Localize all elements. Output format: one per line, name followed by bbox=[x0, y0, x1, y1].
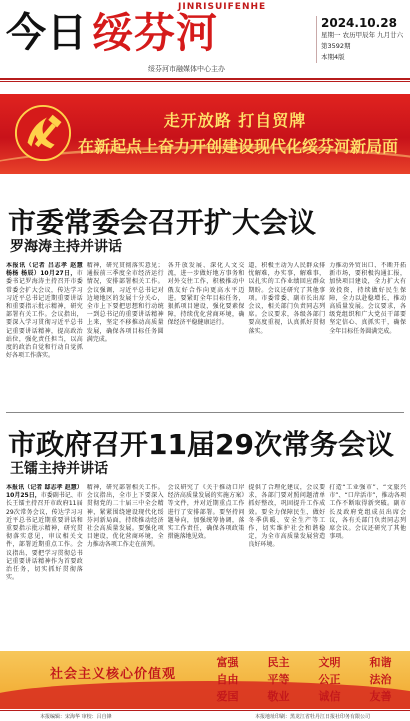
masthead-rule bbox=[0, 78, 410, 80]
value-item: 公正 bbox=[318, 673, 341, 686]
article1-col4: 道，积极主动为人民群众排忧解难，办实事，解难事，以扎实的工作业绩回应群众期盼。会议还研究了其他事项。市委常委、副市长出席会议，相关部门负责同志列席。会议要求，各级各部门要高度重视，认真抓好贯彻落实。 bbox=[248, 262, 326, 335]
value-item: 民主 bbox=[267, 656, 290, 669]
article1-headline[interactable]: 市委常委会召开扩大会议 bbox=[8, 206, 317, 239]
article2-col1 bbox=[6, 484, 83, 644]
footer-printer: 本报地址印刷：黑龙江省牡丹江日报社印务有限公司 bbox=[254, 713, 370, 720]
article1-col1 bbox=[6, 262, 83, 404]
article1-col2: 精神，研究贯彻落实意见；通报前三季度全市经济运行情况，安排部署相关工作。会议强调，习近平总书记对边境地区的发展十分关心，全市上下要把思想和行动统一到总书记的重要讲话精神上来，坚定不移推动高质量发展，确保各项目标任务圆满完成。 bbox=[86, 262, 164, 343]
value-item: 富强 bbox=[216, 656, 239, 669]
value-item: 平等 bbox=[267, 673, 290, 686]
article2-col3: 会议研究了《关于推动口岸经济高质量发展的实施方案》等文件，并对近期重点工作进行了安排部署。要坚持问题导向，加强统筹协调，落实工作责任，确保各项政策措施落地见效。 bbox=[167, 484, 245, 541]
banner-slogan-1: 走开放路 打自贸牌 bbox=[163, 111, 307, 130]
article2-col1-text: 市委副书记、市长王镭主持召开市政府11届29次常务会议，传达学习习近平总书记近期重要讲话和重要指示批示精神，研究贯彻落实意见，审议相关文件，部署近期重点工作。会议指出，要把学习贯彻总书记重要讲话精神作为首要政治任务，切实抓好贯彻落实。 bbox=[6, 492, 83, 582]
article1-lead: 本报讯（记者 吕志孝 赵慧 杨杨 杨辰）10月27日， bbox=[6, 262, 83, 278]
value-item: 友善 bbox=[369, 690, 392, 703]
value-item: 法治 bbox=[369, 673, 392, 686]
sponsor-line: 绥芬河市融媒体中心主办 bbox=[148, 65, 225, 73]
footer-editors: 本报编辑：宋海华 审校：吕自锋 bbox=[40, 713, 112, 720]
title-prefix: 今日 bbox=[6, 10, 88, 56]
value-item: 自由 bbox=[216, 673, 239, 686]
core-values-title: 社会主义核心价值观 bbox=[50, 667, 177, 682]
value-item: 敬业 bbox=[267, 690, 290, 703]
article2-lead: 本报讯（记者 邸志孝 赵慧）10月25日， bbox=[6, 484, 83, 500]
banner-slogan-2: 在新起点上奋力开创建设现代化绥芬河新局面 bbox=[77, 137, 398, 156]
issue-info bbox=[316, 16, 408, 63]
newspaper-title bbox=[6, 4, 218, 62]
masthead-pinyin: JINRISUIFENHE bbox=[178, 2, 267, 12]
article1-body bbox=[6, 262, 406, 404]
masthead bbox=[0, 0, 410, 78]
article-divider bbox=[6, 412, 404, 413]
article1-col3: 各开放发展、深化人文交流，进一步做好地方事务和对外交往工作，积极推动中俄友好合作向更高水平迈进。要紧盯全年目标任务，狠抓项目建设，强化要素保障，持续优化营商环境，确保经济平稳健康运行。 bbox=[167, 262, 245, 327]
article1-col5: 力推动外贸出口、不断开拓新市场，要积极沟通汇报，加快项目建设，全力扩大有效投资，持续做好民生保障，全力以赴稳增长，推动高质量发展。会议要求，各级党组织和广大党员干部要坚定信心、真抓实干，确保全年目标任务圆满完成。 bbox=[329, 262, 406, 335]
title-city: 绥芬河 bbox=[92, 8, 218, 57]
issue-date: 2024.10.28 bbox=[321, 16, 397, 30]
page-count: 本期4版 bbox=[321, 53, 345, 61]
core-values-grid bbox=[202, 655, 406, 705]
value-item: 爱国 bbox=[216, 690, 239, 703]
article2-subhead: 王镭主持并讲话 bbox=[10, 461, 108, 477]
slogan-banner bbox=[0, 94, 410, 174]
article2-headline[interactable]: 市政府召开11届29次常务会议 bbox=[8, 428, 394, 461]
article1-col1-text: 市委书记罗海涛主持召开市委常委会扩大会议，传达学习习近平总书记近期重要讲话和重要指示批示精神，研究部署有关工作。会议指出，要深入学习贯彻习近平总书记重要讲话精神，提高政治站位，强化责任担当，以高度的政治自觉和行动自觉抓好各项工作落实。 bbox=[6, 270, 83, 360]
value-item: 和谐 bbox=[369, 656, 392, 669]
masthead-rule-thin bbox=[0, 81, 410, 82]
article2-col2: 精神，研究部署相关工作。会议指出，全市上下要深入贯彻党的二十届三中全会精神，紧紧围绕建设现代化绥芬河新局面，持续推动经济社会高质量发展。要强化项目建设，优化营商环境，全力推动各项工作走在前列。 bbox=[86, 484, 164, 549]
value-item: 诚信 bbox=[318, 690, 341, 703]
article2-body bbox=[6, 484, 406, 644]
article1-subhead: 罗海涛主持并讲话 bbox=[10, 239, 122, 255]
article2-col4: 提供了合理化建议，会议要求，各部门要对照问题清单抓好整改，巩固提升工作成效。要全力保障民生，做好冬季供暖、安全生产等工作，切实维护社会和谐稳定，为全市高质量发展营造良好环境。 bbox=[248, 484, 326, 549]
issue-number: 第3592期 bbox=[321, 42, 351, 50]
article2-col5: 打造“工业强市”、“文旅兴市”、“口岸活市”，推动各项工作不断取得新突破。副市长及政府党组成员出席会议，各有关部门负责同志列席会议。会议还研究了其他事项。 bbox=[329, 484, 406, 541]
weekday-lunar: 星期一 农历甲辰年 九月廿六 bbox=[321, 31, 404, 39]
core-values-banner bbox=[0, 651, 410, 709]
page-footer bbox=[0, 710, 410, 721]
value-item: 文明 bbox=[318, 656, 341, 669]
